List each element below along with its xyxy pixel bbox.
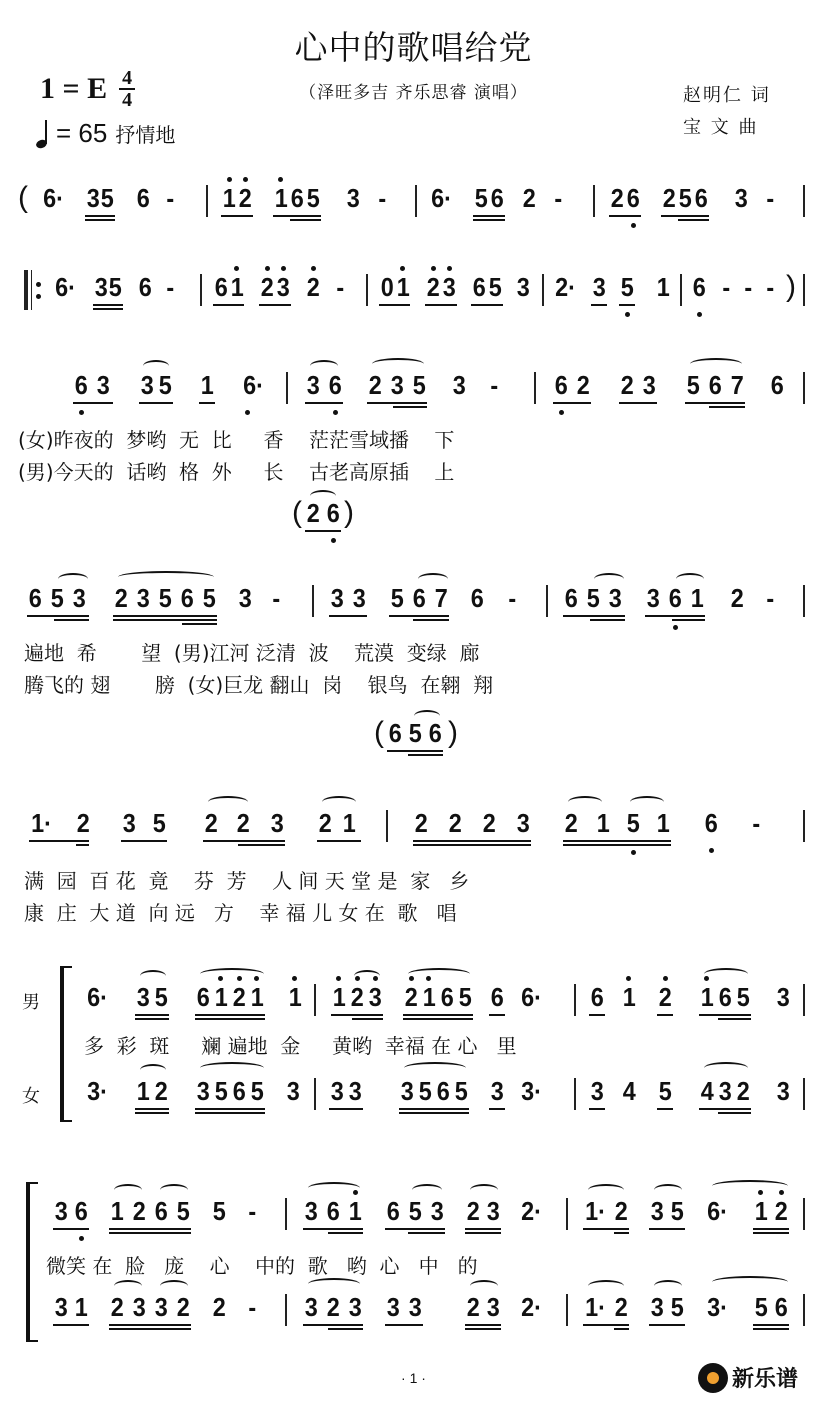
system-duet-1-female: 3· 1 2 3 5 6 5 3 3 3 3 5 6 5 3 3· 3 4 5 4 3 2 3	[0, 1076, 827, 1116]
voice-label-male: 男	[22, 992, 40, 1013]
page-number: · 1 ·	[401, 1370, 426, 1386]
time-sig-top: 4	[122, 67, 133, 89]
composer: 宝 文 曲	[683, 117, 759, 138]
voice-label-female: 女	[22, 1086, 40, 1107]
lyrics-verse-1-female: (女)昨夜的 梦哟 无 比 香 茫茫雪域播 下	[18, 428, 455, 452]
key-signature	[40, 68, 135, 110]
vinyl-record-icon	[698, 1363, 728, 1393]
system-verse-3: 1· 2 3 5 2 2 3 2 1 2 2 2 3 2 1 5 1 6 -	[0, 808, 827, 848]
brand-logo	[698, 1362, 798, 1393]
lyrics-verse-3-line-2: 康 庄 大 道 向 远 方 幸 福 儿 女 在 歌 唱	[24, 901, 457, 925]
time-sig-bottom: 4	[122, 89, 133, 111]
brand-name: 新乐谱	[732, 1367, 799, 1392]
open-paren: (	[18, 181, 28, 214]
tempo-value: = 65	[56, 118, 108, 148]
repeat-start-barline	[24, 270, 28, 310]
alt-notes-656: ( 6 5 6 )	[0, 718, 827, 758]
system-duet-2-male: 3 6 1 2 6 5 5 - 3 6 1 6 5 3 2 3 2· 1· 2 3 5 6· 1 2	[0, 1196, 827, 1236]
lyrics-verse-2-line-1: 遍地 希 望 (男)江河 泛清 波 荒漠 变绿 廊	[24, 641, 480, 665]
song-title: 心中的歌唱给党	[294, 28, 533, 67]
tempo-marking	[36, 118, 175, 149]
quarter-note-icon	[36, 120, 50, 148]
time-signature	[119, 68, 135, 110]
key-label: 1 = E	[40, 72, 108, 105]
lyrics-verse-3-line-1: 满 园 百 花 竟 芬 芳 人 间 天 堂 是 家 乡	[24, 869, 470, 893]
performers: （泽旺多吉 齐乐思睿 演唱）	[299, 83, 528, 103]
system-repeat-intro: 6· 3 5 6 - 6 1 2 3 2 - 0 1 2 3 6 5 3 2· 3 5 1 6 - - - )	[0, 272, 827, 312]
system-duet-2-female: 3 1 2 3 3 2 2 - 3 2 3 3 3 2 3 2· 1· 2 3 5 3· 5 6	[0, 1292, 827, 1332]
system-intro: ( 6· 3 5 6 - 1 2 1 6 5 3 - 6· 5 6 2 - 2 6 2 5 6 3 -	[0, 183, 827, 223]
lyrics-verse-1-male: (男)今天的 话哟 格 外 长 古老高原插 上	[18, 460, 455, 484]
lyrics-duet-2: 微笑 在 脸 庞 心 中的 歌 哟 心 中 的	[46, 1254, 478, 1278]
lyricist: 赵明仁 词	[683, 85, 771, 106]
lyrics-verse-2-line-2: 腾飞的 翅 膀 (女)巨龙 翻山 岗 银鸟 在翱 翔	[24, 673, 494, 697]
system-duet-1-male: 6· 3 5 6 1 2 1 1 1 2 3 2 1 6 5 6 6· 6 1 2 1 6 5 3	[0, 982, 827, 1022]
credits	[683, 80, 771, 144]
alt-notes-26: ( 2 6 )	[0, 498, 827, 538]
system-verse-1: 6 3 3 5 1 6· 3 6 2 3 5 3 - 6 2 2 3 5 6 7 6	[0, 370, 827, 410]
lyrics-duet-1: 多 彩 斑 斓 遍地 金 黄哟 幸福 在 心 里	[84, 1034, 517, 1058]
system-verse-2: 6 5 3 2 3 5 6 5 3 - 3 3 5 6 7 6 - 6 5 3 3 6 1 2 -	[0, 583, 827, 623]
expression-mark: 抒情地	[115, 123, 176, 147]
